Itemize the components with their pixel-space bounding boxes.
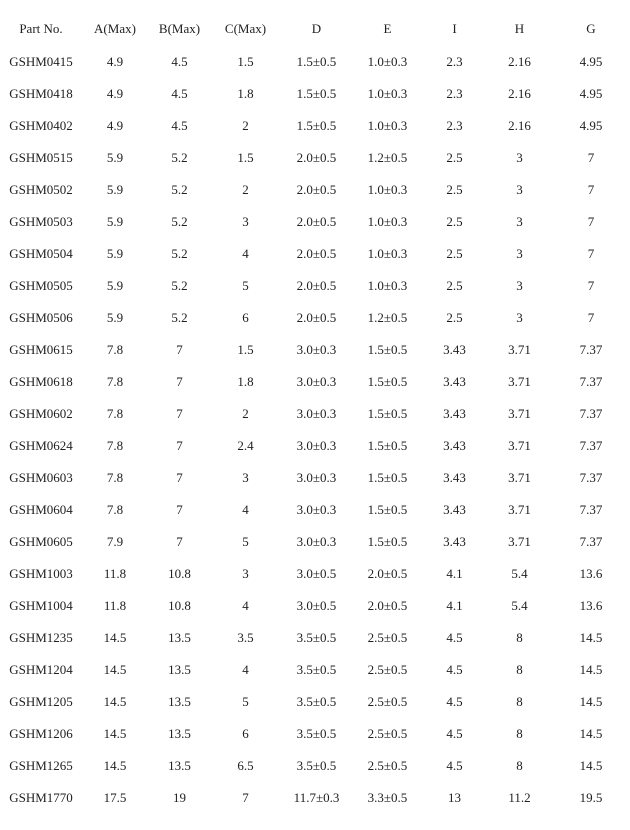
part-number-cell: GSHM0602 [9,406,73,421]
table-cell: 2 [242,182,249,197]
table-cell: 3.43 [443,406,466,421]
table-cell: 1.5±0.5 [296,118,337,133]
table-cell: 3.0±0.5 [296,598,337,613]
table-cell: 2.5 [446,246,463,261]
column-header: A(Max) [94,21,136,36]
table-cell: 3 [516,214,523,229]
table-cell: 6 [242,726,249,741]
table-cell: 3.43 [443,502,466,517]
table-cell: 14.5 [103,694,127,709]
table-cell: 4.1 [446,566,463,581]
part-number-cell: GSHM1206 [9,726,73,741]
table-cell: 3.71 [508,406,531,421]
table-cell: 4.1 [446,598,463,613]
table-cell: 13.6 [579,566,603,581]
column-header: D [311,21,322,36]
table-cell: 2.3 [446,86,463,101]
table-cell: 14.5 [579,758,603,773]
table-cell: 4.9 [106,118,124,133]
table-cell: 3.43 [443,470,466,485]
column-header: C(Max) [224,21,267,36]
table-cell: 7.37 [579,534,603,549]
table-cell: 3 [516,246,523,261]
table-cell: 2.0±0.5 [296,182,337,197]
table-cell: 7.37 [579,374,603,389]
column-header: B(Max) [158,21,201,36]
column-header: I [452,21,457,36]
table-cell: 13 [448,790,461,805]
table-cell: 2.5 [446,310,463,325]
table-cell: 3.71 [508,470,531,485]
table-cell: 2.3 [446,54,463,69]
table-cell: 3 [516,150,523,165]
table-cell: 7.37 [579,438,603,453]
table-cell: 8 [516,662,523,677]
part-number-cell: GSHM1235 [9,630,73,645]
table-cell: 10.8 [168,598,191,613]
part-number-cell: GSHM1003 [9,566,73,581]
table-cell: 7 [176,438,183,453]
table-cell: 4.95 [579,86,603,101]
table-cell: 7 [176,406,183,421]
table-row [0,110,630,142]
table-cell: 7 [176,470,183,485]
table-cell: 1.5 [237,150,254,165]
column-header: H [514,21,525,36]
column-header: E [383,21,392,36]
part-number-cell: GSHM0506 [9,310,73,325]
table-cell: 3.0±0.3 [296,438,337,453]
table-cell: 2.0±0.5 [296,310,337,325]
table-cell: 5.2 [171,182,188,197]
table-cell: 1.0±0.3 [367,118,408,133]
part-number-cell: GSHM0603 [9,470,73,485]
table-row [0,78,630,110]
table-cell: 3.3±0.5 [367,790,408,805]
part-number-cell: GSHM0418 [9,86,73,101]
part-number-cell: GSHM0415 [9,54,73,69]
table-cell: 4 [242,598,249,613]
table-cell: 4.5 [171,118,188,133]
table-cell: 13.5 [168,726,191,741]
table-cell: 2.0±0.5 [296,246,337,261]
table-cell: 2.0±0.5 [296,278,337,293]
column-header: Part No. [19,21,63,36]
table-cell: 2.5±0.5 [367,726,408,741]
table-cell: 3 [516,278,523,293]
table-cell: 7.9 [106,534,124,549]
table-row [0,622,630,654]
part-number-cell: GSHM0604 [9,502,73,517]
table-cell: 4.95 [579,54,603,69]
part-number-cell: GSHM0515 [9,150,73,165]
table-cell: 1.0±0.3 [367,86,408,101]
table-cell: 5.9 [106,214,124,229]
table-row [0,526,630,558]
table-cell: 3.71 [508,374,531,389]
table-cell: 2 [242,118,249,133]
table-cell: 7 [587,182,595,197]
table-row [0,590,630,622]
table-cell: 7 [587,310,595,325]
table-cell: 3.5±0.5 [296,758,337,773]
table-cell: 2.5±0.5 [367,694,408,709]
table-cell: 2.0±0.5 [296,150,337,165]
table-cell: 5.9 [106,310,124,325]
table-cell: 1.5±0.5 [367,534,408,549]
table-cell: 6.5 [237,758,254,773]
table-cell: 11.2 [508,790,531,805]
table-cell: 14.5 [103,726,127,741]
table-cell: 4 [242,246,249,261]
table-row [0,270,630,302]
table-cell: 3.0±0.3 [296,374,337,389]
table-cell: 11.7±0.3 [293,790,340,805]
table-cell: 13.6 [579,598,603,613]
table-cell: 3 [516,310,523,325]
part-number-cell: GSHM0624 [9,438,73,453]
table-cell: 3.71 [508,502,531,517]
part-number-cell: GSHM1204 [9,662,73,677]
table-cell: 19 [173,790,186,805]
table-cell: 14.5 [103,630,127,645]
table-cell: 2.5±0.5 [367,662,408,677]
table-cell: 3.71 [508,342,531,357]
table-cell: 1.5±0.5 [367,374,408,389]
table-body [0,46,630,814]
table-cell: 3.5±0.5 [296,630,337,645]
table-row [0,654,630,686]
table-cell: 7 [242,790,249,805]
table-cell: 4.5 [446,694,463,709]
table-row [0,782,630,814]
part-number-cell: GSHM0402 [9,118,73,133]
table-cell: 2.0±0.5 [367,566,408,581]
table-cell: 13.5 [168,630,191,645]
table-cell: 3 [242,214,249,229]
table-cell: 3 [242,470,249,485]
table-cell: 5.2 [171,214,188,229]
table-cell: 7 [587,246,595,261]
table-cell: 2.16 [508,54,531,69]
table-cell: 1.0±0.3 [367,246,408,261]
table-cell: 2.5 [446,150,463,165]
table-cell: 13.5 [168,662,191,677]
table-cell: 8 [516,630,523,645]
table-cell: 3.0±0.3 [296,342,337,357]
table-row [0,398,630,430]
table-cell: 6 [242,310,249,325]
table-cell: 19.5 [579,790,603,805]
part-number-cell: GSHM1205 [9,694,73,709]
part-number-cell: GSHM1004 [9,598,73,613]
table-cell: 1.5 [237,54,254,69]
table-cell: 1.5±0.5 [367,342,408,357]
table-cell: 14.5 [579,726,603,741]
table-row [0,430,630,462]
table-row [0,238,630,270]
table-cell: 3.43 [443,342,466,357]
part-number-cell: GSHM1265 [9,758,73,773]
table-cell: 4 [242,502,249,517]
table-cell: 1.5 [237,342,254,357]
part-number-cell: GSHM0502 [9,182,73,197]
table-cell: 8 [516,758,523,773]
table-cell: 3.71 [508,534,531,549]
table-cell: 3.0±0.3 [296,502,337,517]
table-cell: 7.37 [579,470,603,485]
table-cell: 11.8 [103,598,127,613]
table-cell: 3.0±0.5 [296,566,337,581]
table-cell: 5.9 [106,246,124,261]
table-cell: 4.9 [106,86,124,101]
table-cell: 2.4 [237,438,254,453]
table-cell: 14.5 [579,694,603,709]
table-cell: 2.16 [508,118,531,133]
table-cell: 5.2 [171,278,188,293]
table-cell: 3 [516,182,523,197]
table-cell: 5 [242,278,249,293]
table-cell: 4.5 [171,86,188,101]
table-cell: 1.8 [237,374,254,389]
table-cell: 5 [242,694,249,709]
table-cell: 8 [516,726,523,741]
table-row [0,494,630,526]
table-cell: 2.5 [446,214,463,229]
table-cell: 1.0±0.3 [367,182,408,197]
table-cell: 1.5±0.5 [367,406,408,421]
table-header-row [0,12,630,46]
table-cell: 4.5 [446,630,463,645]
table-cell: 14.5 [103,662,127,677]
table-cell: 7.8 [106,502,124,517]
table-cell: 5.2 [171,310,188,325]
table-cell: 2.5±0.5 [367,758,408,773]
table-cell: 5.4 [511,566,528,581]
table-cell: 2 [242,406,249,421]
table-cell: 2.5 [446,278,463,293]
table-cell: 14.5 [103,758,127,773]
table-cell: 7 [176,502,183,517]
table-cell: 1.0±0.3 [367,214,408,229]
table-row [0,558,630,590]
table-cell: 3.5±0.5 [296,726,337,741]
table-cell: 13.5 [168,758,191,773]
table-cell: 4.95 [579,118,603,133]
table-cell: 7 [587,214,595,229]
table-cell: 1.0±0.3 [367,54,408,69]
table-row [0,686,630,718]
table-row [0,750,630,782]
table-cell: 5.9 [106,182,124,197]
table-cell: 7.8 [106,374,124,389]
table-cell: 5 [242,534,249,549]
table-row [0,718,630,750]
table-row [0,334,630,366]
table-cell: 1.2±0.5 [367,310,408,325]
table-cell: 4.5 [446,758,463,773]
table-cell: 14.5 [579,662,603,677]
table-cell: 3.0±0.3 [296,406,337,421]
table-cell: 1.0±0.3 [367,278,408,293]
table-cell: 7 [176,342,183,357]
table-cell: 1.5±0.5 [296,86,337,101]
table-cell: 2.0±0.5 [367,598,408,613]
table-cell: 7 [176,534,183,549]
table-cell: 3.43 [443,534,466,549]
table-cell: 7 [587,150,595,165]
table-row [0,206,630,238]
table-cell: 7 [587,278,595,293]
table-cell: 5.2 [171,246,188,261]
table-row [0,366,630,398]
table-cell: 7.8 [106,470,124,485]
part-number-cell: GSHM0615 [9,342,73,357]
table-cell: 7.37 [579,502,603,517]
table-cell: 2.5 [446,182,463,197]
table-row [0,46,630,78]
table-cell: 4.5 [171,54,188,69]
table-cell: 3.5±0.5 [296,662,337,677]
part-number-cell: GSHM0504 [9,246,73,261]
part-number-cell: GSHM0503 [9,214,73,229]
table-cell: 3 [242,566,249,581]
table-cell: 1.5±0.5 [296,54,337,69]
table-cell: 7 [176,374,183,389]
table-cell: 7.37 [579,406,603,421]
table-row [0,302,630,334]
table-cell: 3.5 [237,630,254,645]
table-row [0,462,630,494]
part-number-cell: GSHM0605 [9,534,73,549]
table-cell: 7.8 [106,406,124,421]
part-number-cell: GSHM1770 [9,790,73,805]
table-cell: 2.16 [508,86,531,101]
table-cell: 1.5±0.5 [367,502,408,517]
table-cell: 2.5±0.5 [367,630,408,645]
table-cell: 1.5±0.5 [367,438,408,453]
table-cell: 5.2 [171,150,188,165]
table-cell: 17.5 [103,790,127,805]
table-cell: 3.43 [443,374,466,389]
table-cell: 4 [242,662,249,677]
table-cell: 14.5 [579,630,603,645]
table-cell: 5.9 [106,150,124,165]
table-cell: 3.43 [443,438,466,453]
table-cell: 4.5 [446,662,463,677]
table-row [0,142,630,174]
table-cell: 7.8 [106,438,124,453]
table-cell: 1.2±0.5 [367,150,408,165]
table-cell: 3.71 [508,438,531,453]
table-cell: 4.9 [106,54,124,69]
table-cell: 4.5 [446,726,463,741]
table-cell: 1.8 [237,86,254,101]
table-cell: 5.9 [106,278,124,293]
table-cell: 2.3 [446,118,463,133]
table-cell: 10.8 [168,566,191,581]
table-cell: 1.5±0.5 [367,470,408,485]
table-cell: 3.0±0.3 [296,534,337,549]
table-cell: 5.4 [511,598,528,613]
table-cell: 11.8 [103,566,127,581]
table-cell: 3.5±0.5 [296,694,337,709]
table-cell: 3.0±0.3 [296,470,337,485]
part-number-cell: GSHM0618 [9,374,73,389]
table-cell: 13.5 [168,694,191,709]
table-row [0,174,630,206]
column-header: G [586,21,596,36]
table-cell: 7.8 [106,342,124,357]
table-cell: 8 [516,694,523,709]
part-number-cell: GSHM0505 [9,278,73,293]
part-spec-table [0,12,630,814]
table-cell: 2.0±0.5 [296,214,337,229]
table-cell: 7.37 [579,342,603,357]
